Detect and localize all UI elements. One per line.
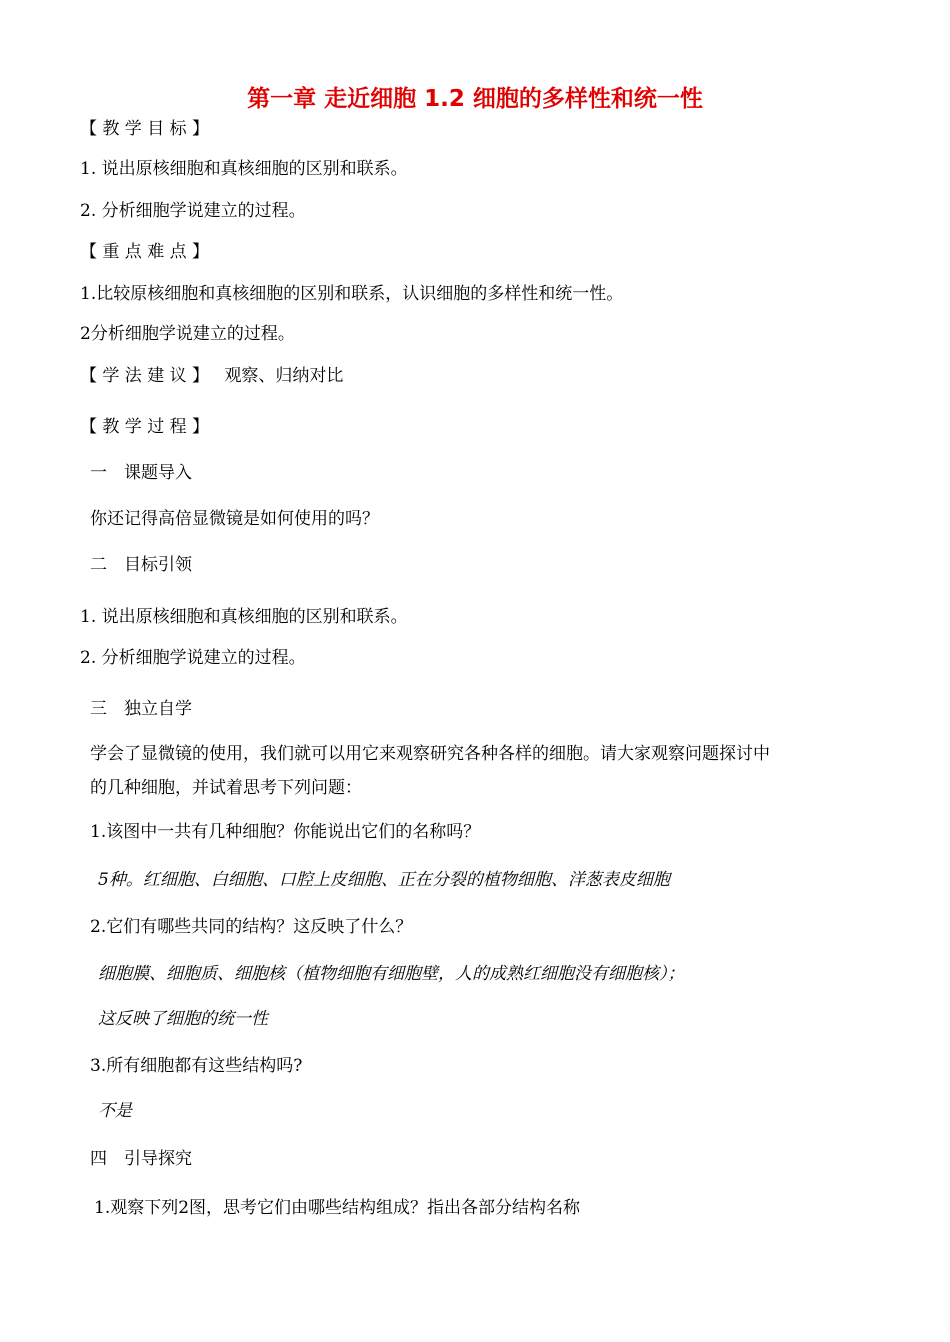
objective-item-1: 1. 说出原核细胞和真核细胞的区别和联系。	[80, 159, 408, 179]
key-points-heading: 【 重 点 难 点 】	[80, 242, 210, 262]
section-2-item-2: 2. 分析细胞学说建立的过程。	[80, 648, 306, 668]
key-point-item-2: 2分析细胞学说建立的过程。	[80, 324, 295, 344]
answer-2-line-1: 细胞膜、细胞质、细胞核（植物细胞有细胞壁，人的成熟红细胞没有细胞核）；	[98, 964, 685, 984]
section-1-label: 一 课题导入	[90, 463, 192, 483]
method-text: 观察、归纳对比	[224, 366, 344, 386]
answer-3: 不是	[98, 1101, 132, 1121]
section-3-intro-line-2: 的几种细胞，并试着思考下列问题：	[90, 778, 362, 798]
method-row	[80, 365, 343, 387]
section-4-question-1: 1.观察下列2图，思考它们由哪些结构组成？指出各部分结构名称	[94, 1198, 581, 1218]
section-1-text: 你还记得高倍显微镜是如何使用的吗？	[90, 509, 379, 529]
section-3-label: 三 独立自学	[90, 699, 192, 719]
method-heading: 【 学 法 建 议 】	[80, 366, 210, 386]
answer-1: 5种。红细胞、白细胞、口腔上皮细胞、正在分裂的植物细胞、洋葱表皮细胞	[98, 870, 670, 890]
answer-2-line-2: 这反映了细胞的统一性	[98, 1009, 268, 1029]
section-4-label: 四 引导探究	[90, 1149, 192, 1169]
section-2-label: 二 目标引领	[90, 555, 192, 575]
question-2: 2.它们有哪些共同的结构？这反映了什么？	[90, 917, 413, 937]
key-point-item-1: 1.比较原核细胞和真核细胞的区别和联系，认识细胞的多样性和统一性。	[80, 284, 624, 304]
process-heading: 【 教 学 过 程 】	[80, 417, 210, 437]
question-3: 3.所有细胞都有这些结构吗?	[90, 1056, 303, 1076]
question-1: 1.该图中一共有几种细胞？你能说出它们的名称吗？	[90, 822, 481, 842]
section-3-intro-line-1: 学会了显微镜的使用，我们就可以用它来观察研究各种各样的细胞。请大家观察问题探讨中	[90, 744, 770, 764]
section-2-item-1: 1. 说出原核细胞和真核细胞的区别和联系。	[80, 607, 408, 627]
objectives-heading: 【 教 学 目 标 】	[80, 119, 210, 139]
objective-item-2: 2. 分析细胞学说建立的过程。	[80, 201, 306, 221]
page-title: 第一章 走近细胞 1.2 细胞的多样性和统一性	[247, 86, 703, 112]
